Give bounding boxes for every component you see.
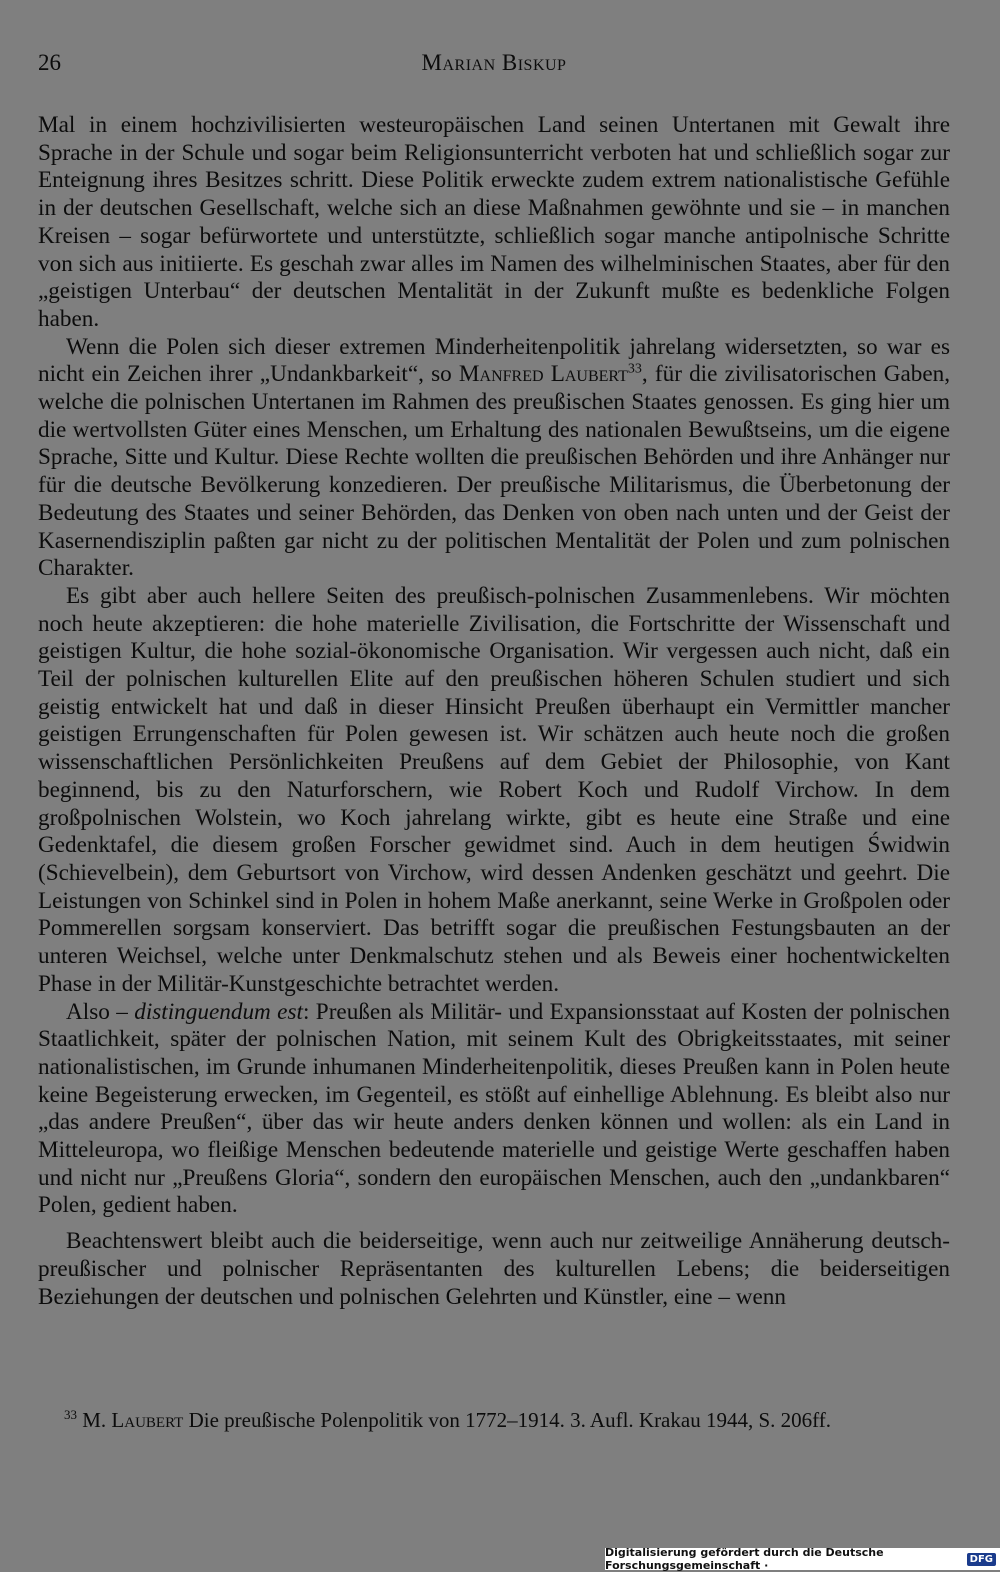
footnote-marker[interactable]: 33 — [627, 361, 642, 377]
paragraph-4-text-b: : Preußen als Militär- und Expansionsstaat auf Kosten der polnischen Staatlichkeit, später der polnischen Nation, mit seinem Kult des Obrigkeitsstaates, mit seiner nationalistischen, im Grunde inhumanen Minderheitenpolitik, dieses Preußen kann in Polen heute keine Begeisterung erwecken, im Gegenteil, es stößt auf einhellige Ablehnung. Es bleibt also nur „das andere Preußen“, über das wir heute anders denken können und wollen: als ein Land in Mitteleuropa, wo fleißige Menschen bedeutende materielle und geistige Werte geschaffen haben und nicht nur „Preußens Gloria“, sondern den europäischen Menschen, auch den „undankbaren“ Polen, gedient haben. — [38, 998, 951, 1219]
dfg-funding-text: Digitalisierung gefördert durch die Deutsche Forschungsgemeinschaft · — [605, 1546, 884, 1572]
dfg-logo-icon: DFG — [967, 1553, 996, 1566]
paragraph-5: Beachtenswert bleibt auch die beiderseitige, wenn auch nur zeitweilige Annäherung deutsch-preußischer und polnischer Repräsentanten des kulturellen Lebens; die beiderseitigen Beziehungen der deutschen und polnischen Gelehrten und Künstler, eine – wenn — [38, 1228, 950, 1310]
dfg-funding-bar — [605, 1548, 1000, 1570]
page-number: 26 — [38, 50, 61, 75]
paragraph-2-text-a: Wenn die Polen sich dieser extremen Minderheitenpolitik jahrelang widersetzten, so war es nicht ein Zeichen ihrer „Undankbarkeit“, so — [38, 333, 950, 388]
page-header — [38, 50, 950, 80]
paragraph-1: Mal in einem hochzivilisierten westeuropäischen Land seinen Untertanen mit Gewalt ihre Sprache in der Schule und sogar beim Religionsunterricht verboten hat und schließlich sogar zur Enteignung ihres Besitzes schritt. Diese Politik erweckte zudem extrem nationalistische Gefühle in der deutschen Gesellschaft, welche sich an diese Maßnahmen gewöhnte und sie – in manchen Kreisen – sogar befürwortete und unterstützte, schließlich sogar manche antipolnische Schritte von sich aus initiierte. Es geschah zwar alles im Namen des wilhelminischen Staates, aber für den „geistigen Unterbau“ der deutschen Mentalität in der Zukunft mußte es bedenkliche Folgen haben. — [38, 112, 950, 332]
latin-phrase: distinguendum est — [134, 998, 303, 1025]
running-head: Marian Biskup — [421, 50, 567, 75]
author-name: Manfred Laubert — [458, 361, 628, 388]
paragraph-2 — [38, 334, 950, 583]
paragraph-4 — [38, 999, 950, 1221]
paragraph-2-text-b: , für die zivilisatorischen Gaben, welche die polnischen Untertanen im Rahmen des preußischen Staates genossen. Es ging hier um die wertvollsten Güter eines Menschen, um Erhaltung des nationalen Bewußtseins, um die eigene Sprache, Sitte und Kultur. Diese Rechte wollten die preußischen Behörden und ihre Anhänger nur für die deutsche Bevölkerung konzedieren. Der preußische Militarismus, die Überbetonung der Bedeutung des Staates und seiner Behörden, das Denken von oben nach unten und der Geist der Kasernendisziplin paßten gar nicht zu der politischen Mentalität der Polen und zum polnischen Charakter. — [38, 361, 951, 582]
footnote-text: Die preußische Polenpolitik von 1772–1914. 3. Aufl. Krakau 1944, S. 206ff. — [183, 1408, 831, 1432]
body-text — [38, 112, 950, 1311]
footnote-number: 33 — [64, 1407, 77, 1422]
paragraph-4-text-a: Also – — [66, 998, 128, 1025]
paragraph-3: Es gibt aber auch hellere Seiten des preußisch-polnischen Zusammenlebens. Wir möchten noch heute akzeptieren: die hohe materielle Zivilisation, die Fortschritte der Wissenschaft und geistigen Kultur, die hohe sozial-ökonomische Organisation. Wir vergessen auch nicht, daß ein Teil der polnischen kulturellen Elite auf den preußischen höheren Schulen studiert und sich geistig entwickelt hat und daß in dieser Hinsicht Preußen überhaupt ein Vermittler mancher geistigen Errungenschaften für Polen gewesen ist. Wir schätzen auch heute noch die großen wissenschaftlichen Persönlichkeiten Preußens auf dem Gebiet der Philosophie, von Kant beginnend, bis zu den Naturforschern, wie Robert Koch und Rudolf Virchow. In dem großpolnischen Wolstein, wo Koch jahrelang wirkte, gibt es heute eine Straße und eine Gedenktafel, die diesem großen Forscher gewidmet sind. Auch in dem heutigen Świdwin (Schievelbein), dem Geburtsort von Virchow, wird dessen Andenken geschätzt und geehrt. Die Leistungen von Schinkel sind in Polen in hohem Maße anerkannt, seine Werke in Großpolen oder Pommerellen sorgsam konserviert. Das betrifft sogar die preußischen Festungsbauten an der unteren Weichsel, welche unter Denkmalschutz stehen und als Beweis einer hochentwickelten Phase in der Militär-Kunstgeschichte betrachtet werden. — [38, 582, 950, 997]
footnote-author: M. Laubert — [82, 1408, 184, 1432]
footnote — [64, 1407, 954, 1433]
